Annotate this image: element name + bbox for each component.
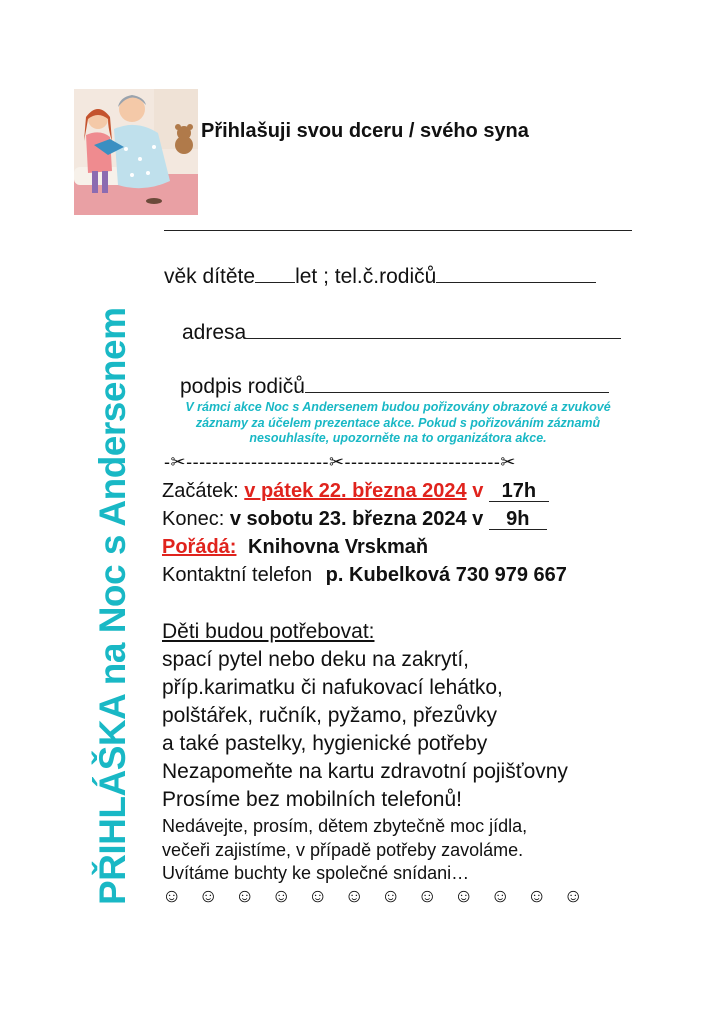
age-field[interactable] — [255, 264, 295, 283]
address-label: adresa — [182, 321, 247, 344]
age-phone-row — [164, 264, 596, 289]
smiley-icon: ☺ — [527, 886, 547, 907]
smiley-icon: ☺ — [454, 886, 474, 907]
signature-field[interactable] — [305, 374, 609, 393]
reading-illustration — [74, 89, 198, 215]
address-row — [182, 320, 621, 345]
age-label: věk dítěte — [164, 265, 256, 288]
list-item: spací pytel nebo deku na zakrytí, — [162, 648, 470, 671]
start-time-prefix: v — [472, 480, 484, 502]
recording-notice: V rámci akce Noc s Andersenem budou pořizovány obrazové a zvukové záznamy za účelem prezentace akce. Pokud s pořizováním záznamů nesouhlasíte, upozorněte na to organizátora akce. — [185, 400, 611, 445]
signature-label: podpis rodičů — [180, 375, 305, 398]
organizer-name: Knihovna Vrskmaň — [248, 536, 429, 558]
page-title: Přihlašuji svou dceru / svého syna — [201, 120, 529, 142]
smiley-icon: ☺ — [198, 886, 218, 907]
vertical-title: PŘIHLÁŠKA na Noc s Andersenem — [92, 307, 133, 905]
note-line: Nedávejte, prosím, dětem zbytečně moc jídla, — [162, 816, 528, 836]
organizer-row — [162, 536, 428, 559]
organizer-label: Pořádá: — [162, 536, 237, 558]
end-time: 9h — [489, 509, 547, 530]
smiley-icon: ☺ — [271, 886, 291, 907]
end-date: v sobotu 23. března 2024 v — [229, 508, 484, 530]
note-line: večeři zajistíme, v případě potřeby zavoláme. — [162, 840, 524, 860]
list-item: Nezapomeňte na kartu zdravotní pojišťovny — [162, 760, 568, 783]
smiley-icon: ☺ — [490, 886, 510, 907]
phone-label: let ; tel.č.rodičů — [295, 265, 437, 288]
smiley-row — [162, 886, 600, 908]
start-row — [162, 480, 549, 503]
list-item: polštářek, ručník, pyžamo, přezůvky — [162, 704, 497, 727]
signature-row — [180, 374, 609, 399]
smiley-icon: ☺ — [563, 886, 583, 907]
note-line: Uvítáme buchty ke společné snídani… — [162, 863, 470, 883]
start-date: v pátek 22. března 2024 — [244, 480, 467, 502]
list-item: příp.karimatku či nafukovací lehátko, — [162, 676, 503, 699]
name-line — [164, 230, 632, 231]
contact-value: p. Kubelková 730 979 667 — [325, 564, 567, 586]
cut-line: -✂----------------------✂------------------------✂ — [164, 452, 516, 472]
grandmother-reading-icon — [74, 89, 198, 215]
list-item: a také pastelky, hygienické potřeby — [162, 732, 488, 755]
contact-row — [162, 564, 567, 587]
list-item: Prosíme bez mobilních telefonů! — [162, 788, 462, 811]
needs-heading: Děti budou potřebovat: — [162, 620, 375, 643]
smiley-icon: ☺ — [381, 886, 401, 907]
contact-label: Kontaktní telefon — [162, 564, 313, 586]
smiley-icon: ☺ — [308, 886, 328, 907]
end-label: Konec: — [162, 508, 225, 530]
phone-field[interactable] — [436, 264, 596, 283]
smiley-icon: ☺ — [162, 886, 182, 907]
smiley-icon: ☺ — [235, 886, 255, 907]
end-row — [162, 508, 547, 531]
address-field[interactable] — [246, 320, 621, 339]
start-label: Začátek: — [162, 480, 239, 502]
smiley-icon: ☺ — [344, 886, 364, 907]
start-time: 17h — [489, 481, 549, 502]
smiley-icon: ☺ — [417, 886, 437, 907]
